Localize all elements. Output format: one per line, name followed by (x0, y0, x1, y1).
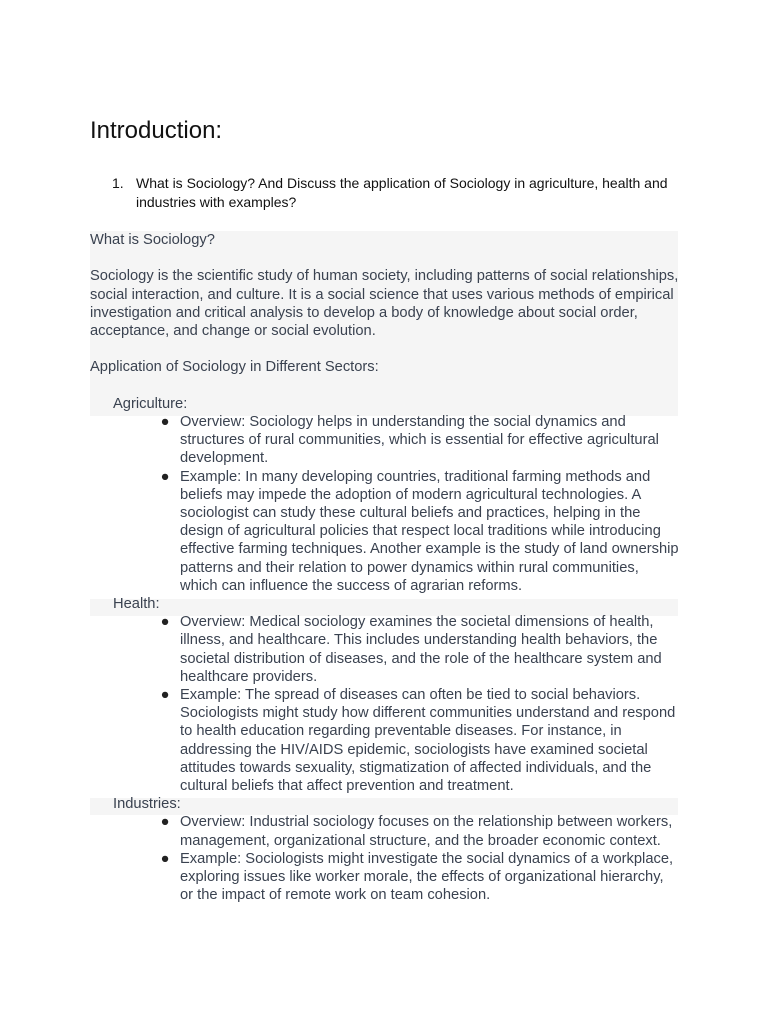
applications-heading: Application of Sociology in Different Sectors: (90, 359, 379, 376)
health-bullets (90, 613, 680, 795)
sector-label-health: Health: (113, 596, 160, 613)
bullet-icon: ● (160, 413, 170, 430)
page-heading: Introduction: (90, 117, 223, 144)
sector-label-agriculture: Agriculture: (113, 395, 188, 412)
bullet-text: Example: The spread of diseases can often be tied to social behaviors. Sociologists might study how different communities understand and respond to health education regarding preventable diseases. For instance, in addressing the HIV/AIDS epidemic, sociologists have examined societal attitudes towards sexuality, stigmatization of affected individuals, and the cultural beliefs that affect prevention and treatment. (180, 687, 676, 795)
bullet-text: Example: In many developing countries, traditional farming methods and beliefs may impede the adoption of modern agricultural technologies. A sociologist can study these cultural beliefs and practices, helping in the design of agricultural policies that respect local traditions while introducing effective farming techniques. Another example is the study of land ownership patterns and their relation to power dynamics within rural communities, which can influence the success of agrarian reforms. (180, 468, 679, 594)
list-item (90, 686, 680, 795)
bullet-icon: ● (160, 468, 170, 485)
bullet-icon: ● (160, 814, 170, 831)
list-item (90, 813, 680, 849)
question-list (112, 174, 672, 212)
bullet-text: Example: Sociologists might investigate the social dynamics of a workplace, exploring issues like worker morale, the effects of organizational hierarchy, or the impact of remote work on team cohesion. (180, 850, 674, 904)
definition-paragraph: Sociology is the scientific study of human society, including patterns of social relationships, social interaction, and culture. It is a social science that uses various methods of empirical investigation and critical analysis to develop a body of knowledge about social order, acceptance, and change or social evolution. (90, 268, 679, 339)
bullet-icon: ● (160, 614, 170, 631)
list-item (90, 468, 680, 595)
sector-label-industries: Industries: (113, 796, 181, 813)
answer-body (90, 231, 680, 904)
bullet-text: Overview: Industrial sociology focuses on the relationship between workers, management, organizational structure, and the broader economic context. (180, 814, 673, 849)
question-number: 1. (112, 175, 124, 191)
bullet-icon: ● (160, 850, 170, 867)
list-item (90, 413, 680, 468)
industries-bullets (90, 813, 680, 904)
question-item (112, 174, 672, 212)
list-item (90, 850, 680, 905)
answer-title: What is Sociology? (90, 232, 215, 248)
question-text: What is Sociology? And Discuss the application of Sociology in agriculture, health and industries with examples? (136, 175, 668, 210)
bullet-text: Overview: Medical sociology examines the societal dimensions of health, illness, and healthcare. This includes understanding health behaviors, the societal distribution of diseases, and the role of the healthcare system and healthcare providers. (180, 614, 662, 685)
agriculture-bullets (90, 413, 680, 595)
bullet-icon: ● (160, 687, 170, 704)
list-item (90, 613, 680, 686)
bullet-text: Overview: Sociology helps in understanding the social dynamics and structures of rural communities, which is essential for effective agricultural development. (180, 413, 659, 467)
